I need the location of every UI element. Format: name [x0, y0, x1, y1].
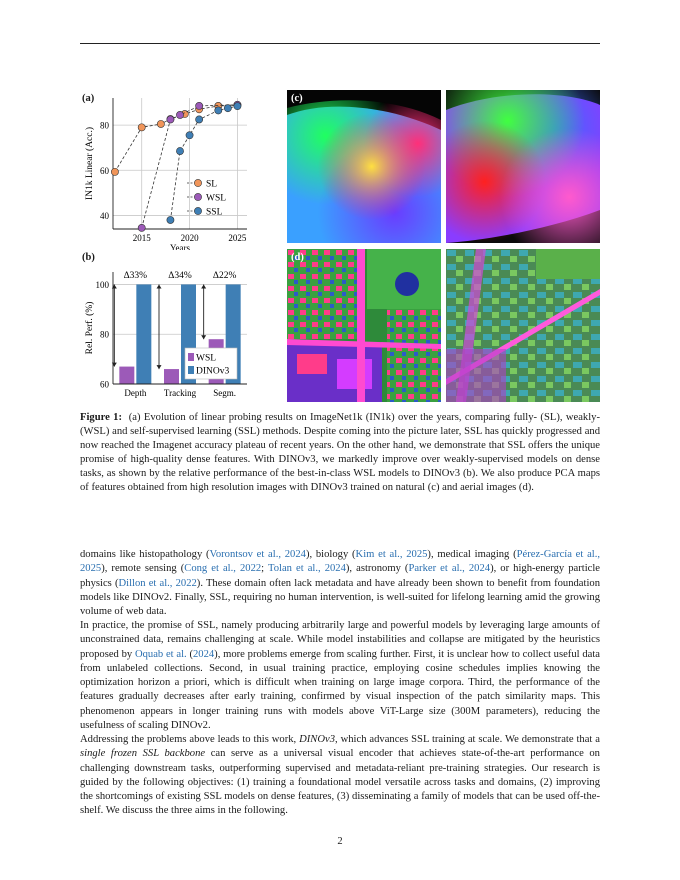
citation-link[interactable]: Oquab et al. — [134, 648, 187, 660]
figure-caption — [80, 411, 600, 495]
legend-label-dinov3: DINOv3 — [196, 366, 230, 377]
caption-text: (a) Evolution of linear probing results on ImageNet1k (IN1k) over the years, comparing fully- (SL), weakly- (WSL) and self-supervised learning (SSL) methods. Despite coming into the picture later, SSL has quickly progressed and now reached the Imagenet accuracy plateau of recent years. On the other hand, we demonstrate that SSL offers the unique promise of high-quality dense features. With DINOv3, we markedly improve over weakly-supervised models on dense tasks, as shown by the relative performance of the best-in-class WSL models to DINOv3 (b). We also produce PCA maps of features obtained from high resolution images with DINOv3 trained on natural (c) and aerial images (d). — [80, 412, 600, 493]
legend-label-wsl: WSL — [196, 353, 217, 364]
x-tick-label: Segm. — [213, 388, 237, 398]
citation-link[interactable]: Tolan et al., 2024 — [267, 563, 346, 575]
citation-link[interactable]: Dillon et al., 2022 — [118, 577, 197, 589]
bar-dinov3 — [136, 284, 151, 384]
pca-map-cat-1 — [287, 90, 441, 243]
chart-a-linear-probing — [80, 90, 280, 250]
body-text: single frozen SSL backbone — [80, 748, 206, 760]
data-point-ssl — [224, 105, 231, 112]
body-text: ). These domain often lack metadata and have already been shown to benefit from foundation models like DINOv2. Finally, SSL, requiring no human intervention, is well-suited for lifelong learning amid the growing volume of web data. — [80, 577, 600, 618]
legend-swatch-dinov3 — [188, 366, 194, 374]
y-tick-label: 60 — [100, 165, 109, 176]
data-point-sl — [157, 120, 164, 127]
y-tick-label: 60 — [100, 379, 109, 390]
citation-link[interactable]: Kim et al., 2025 — [355, 549, 428, 560]
delta-arrow-head — [157, 365, 162, 369]
pca-map-cat-2 — [446, 90, 600, 243]
series-line-ssl — [170, 106, 237, 220]
body-text: , which advances SSL training at scale. We demonstrate that a — [335, 734, 600, 745]
body-paragraph-1 — [80, 548, 600, 619]
y-axis-label: IN1k Linear (Acc.) — [85, 126, 95, 201]
y-axis-label: Rel. Perf. (%) — [85, 301, 95, 355]
body-paragraph-3 — [80, 733, 600, 819]
legend-marker-wsl — [194, 193, 201, 200]
y-tick-label: 100 — [95, 279, 109, 290]
chart-b-relative-performance — [80, 262, 280, 404]
data-point-sl — [111, 168, 118, 175]
delta-annotation: Δ34% — [168, 271, 192, 281]
bar-wsl — [164, 369, 179, 384]
data-point-ssl — [186, 132, 193, 139]
y-tick-label: 80 — [100, 329, 109, 340]
body-text: ), astronomy ( — [345, 563, 409, 575]
data-point-ssl — [234, 103, 241, 110]
citation-link[interactable]: Cong et al., 2022 — [184, 563, 262, 575]
body-text: ), biology ( — [305, 549, 356, 560]
legend-marker-sl — [194, 179, 201, 186]
x-tick-label: 2015 — [132, 233, 151, 243]
y-tick-label: 80 — [100, 120, 109, 131]
panel-b-label: (b) — [82, 252, 95, 263]
body-text: ), medical imaging ( — [427, 549, 517, 560]
legend-label-sl: SL — [206, 179, 218, 190]
body-text: can serve as a universal visual encoder that achieves state-of-the-art performance on challenging downstream tasks, outperforming supervised and metadata-reliant pre-training strategies. Our research is guided by the following objectives: (1) training a foundational model versatile across tasks and domains, (2) improving the shortcomings of existing SSL models on dense features, (3) disseminating a family of models that can be used off-the-shelf. We discuss the three aims in the following. — [80, 748, 600, 817]
delta-arrow-head — [201, 335, 206, 339]
legend-marker-ssl — [194, 207, 201, 214]
data-point-wsl — [167, 116, 174, 123]
panel-d-label: (d) — [291, 252, 304, 263]
delta-arrow-head — [201, 284, 206, 288]
pca-map-aerial-1 — [287, 249, 441, 402]
citation-link[interactable]: Vorontsov et al., 2024 — [209, 549, 306, 560]
legend-swatch-wsl — [188, 353, 194, 361]
panel-c-label: (c) — [291, 93, 303, 104]
caption-label: Figure 1: — [80, 412, 123, 423]
body-text: ), remote sensing ( — [101, 563, 185, 575]
body-text: ; — [261, 563, 268, 575]
header-rule — [80, 43, 600, 44]
legend-label-wsl: WSL — [206, 193, 227, 204]
y-tick-label: 40 — [100, 210, 109, 221]
pca-map-aerial-2 — [446, 249, 600, 402]
data-point-ssl — [215, 107, 222, 114]
data-point-sl — [138, 124, 145, 131]
delta-annotation: Δ33% — [123, 271, 148, 281]
x-tick-label: 2025 — [228, 233, 247, 243]
data-point-ssl — [167, 216, 174, 223]
body-text: ( — [186, 648, 193, 660]
page-number: 2 — [337, 836, 343, 847]
x-tick-label: Tracking — [163, 388, 197, 398]
bar-wsl — [119, 367, 134, 384]
body-text: DINOv3 — [299, 734, 336, 745]
citation-link[interactable]: Parker et al., 2024 — [408, 563, 491, 575]
x-axis-label: Years — [169, 243, 191, 250]
x-tick-label: Depth — [124, 388, 147, 398]
data-point-wsl — [176, 111, 183, 118]
data-point-ssl — [196, 116, 203, 123]
legend-label-ssl: SSL — [206, 207, 223, 218]
citation-link[interactable]: 2024 — [192, 648, 215, 660]
panel-a-label: (a) — [82, 93, 95, 104]
body-paragraph-2 — [80, 619, 600, 733]
citation-link[interactable]: Pérez-García et al., 2025 — [80, 549, 601, 575]
delta-arrow-head — [157, 284, 162, 288]
body-text: ), more problems emerge from scaling further. First, it is unclear how to collect useful data from unlabeled collections. Second, in usual training practice, employing cosine schedules implies knowing the optimization horizon a priori, which is difficult when training on large image corpora. Third, the performance of the features gradually decreases after early training, confirmed by visual inspection of the patch similarity maps. This phenomenon appears in longer training runs with models above ViT-Large size (300M parameters), reducing the usefulness of scaling DINOv2. — [80, 648, 600, 732]
body-text: ), or high-energy particle physics ( — [80, 563, 600, 589]
body-text: In practice, the promise of SSL, namely producing arbitrarily large and powerful models by leveraging large amounts of unconstrained data, remains challenging at scale. While model instabilities and collapse are mitigated by the heuristics proposed by — [80, 620, 600, 660]
data-point-ssl — [176, 147, 183, 154]
x-tick-label: 2020 — [180, 233, 199, 243]
body-text: Addressing the problems above leads to this work, — [80, 734, 300, 745]
body-text: domains like histopathology ( — [80, 549, 210, 560]
data-point-wsl — [138, 224, 145, 231]
delta-annotation: Δ22% — [212, 271, 237, 281]
data-point-wsl — [196, 102, 203, 109]
